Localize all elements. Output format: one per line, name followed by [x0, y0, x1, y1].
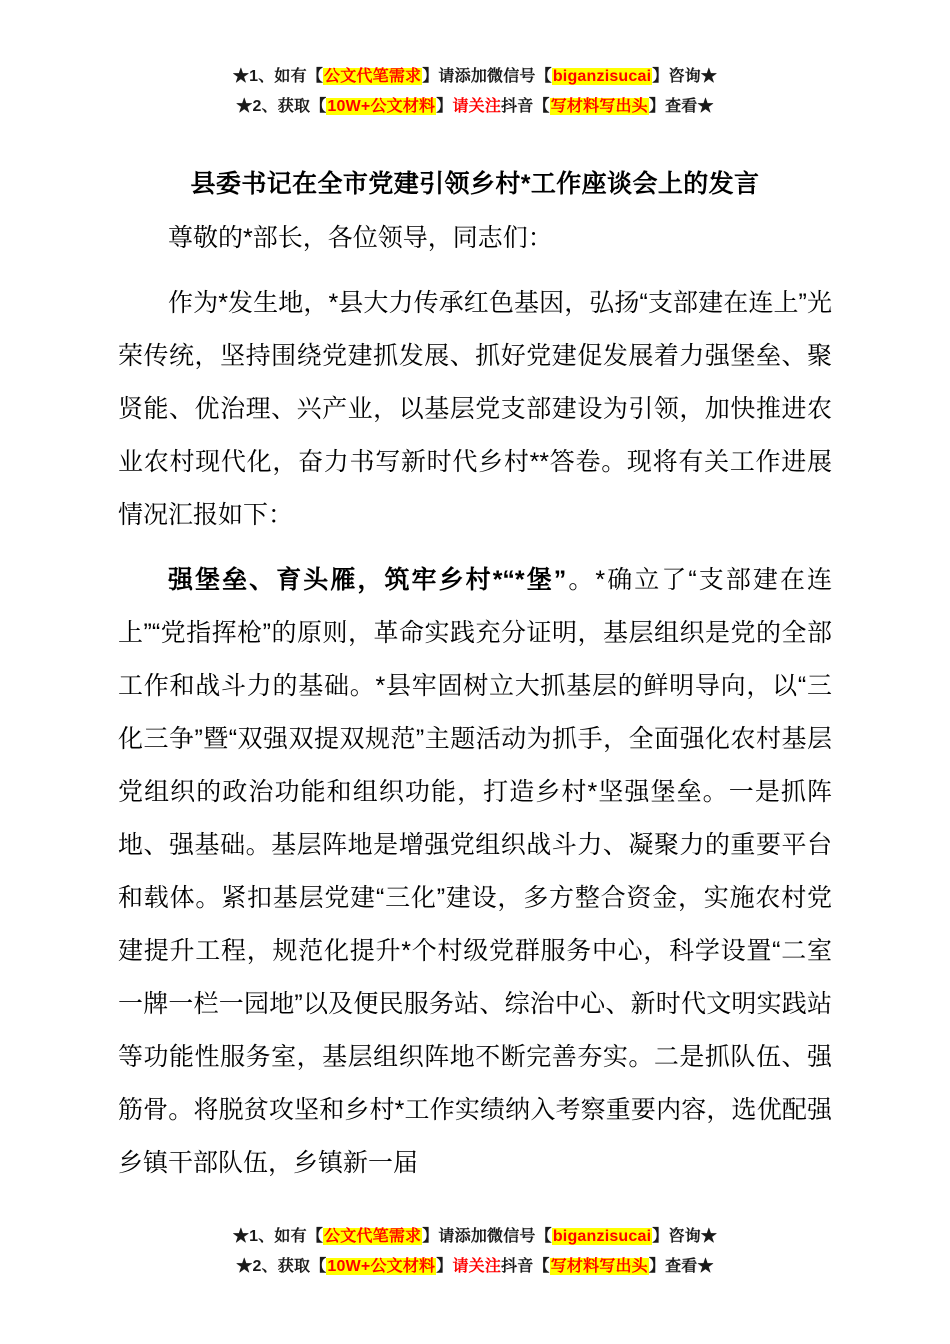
promo-highlight-wechat-id: biganzisucai — [552, 68, 652, 85]
bracket-open-2: 【 — [535, 68, 552, 85]
bracket-open-7: 【 — [310, 1258, 327, 1275]
section-1-body: 。*确立了“支部建在连上”“党指挥枪”的原则，革命实践充分证明，基层组织是党的全部工作和战斗力的基础。*县牢固树立大抓基层的鲜明导向，以“三化三争”暨“双强双提双规范”主题活动为抓手，全面强化农村基层党组织的政治功能和组织功能，打造乡村*坚强堡垒。一是抓阵地、强基础。基层阵地是增强党组织战斗力、凝聚力的重要平台和载体。紧扣基层党建“三化”建设，多方整合资金，实施农村党建提升工程，规范化提升*个村级党群服务中心，科学设置“二室一牌一栏一园地”以及便民服务站、综治中心、新时代文明实践站等功能性服务室，基层组织阵地不断完善夯实。二是抓队伍、强筋骨。将脱贫攻坚和乡村*工作实绩纳入考察重要内容，选优配强乡镇干部队伍，乡镇新一届 — [118, 566, 832, 1177]
bracket-close-1: 】 — [422, 68, 439, 85]
star-icon-right-3: ★ — [700, 1228, 718, 1245]
promo-highlight-service: 公文代笔需求 — [324, 68, 422, 85]
promo-text-mid-1: 请添加微信号 — [438, 68, 536, 85]
star-icon-right-2: ★ — [697, 98, 714, 115]
promo-highlight-materials: 10W+公文材料 — [327, 98, 436, 115]
promo-text-prefix-4: 2、获取 — [252, 1258, 311, 1275]
promo-text-prefix-2: 2、获取 — [252, 98, 311, 115]
star-icon-right-4: ★ — [697, 1258, 714, 1275]
bracket-open-8: 【 — [533, 1258, 550, 1275]
promo-text-suffix-1: 咨询 — [668, 68, 701, 85]
promo-text-mid-4: 抖音 — [501, 1258, 534, 1275]
bracket-close-5: 】 — [422, 1228, 439, 1245]
promo-text-follow-2: 请关注 — [452, 1258, 502, 1275]
bracket-open-3: 【 — [310, 98, 327, 115]
promo-text-mid-2: 抖音 — [501, 98, 534, 115]
promo-text-suffix-2: 查看 — [665, 98, 698, 115]
bracket-close-6: 】 — [652, 1228, 669, 1245]
promo-highlight-materials-2: 10W+公文材料 — [327, 1258, 436, 1275]
bracket-open-1: 【 — [306, 68, 324, 85]
promo-text-suffix-4: 查看 — [665, 1258, 698, 1275]
bracket-open-6: 【 — [535, 1228, 552, 1245]
bracket-open-4: 【 — [533, 98, 550, 115]
promo-highlight-service-2: 公文代笔需求 — [324, 1228, 422, 1245]
promo-text-prefix-1: 1、如有 — [249, 68, 307, 85]
star-icon-right: ★ — [700, 68, 718, 85]
promo-banner-bottom — [0, 1222, 950, 1282]
page-title: 县委书记在全市党建引领乡村*工作座谈会上的发言 — [190, 170, 760, 198]
promo-highlight-douyin-name-2: 写材料写出头 — [550, 1258, 648, 1275]
section-1-paragraph — [118, 554, 832, 1190]
promo-highlight-douyin-name: 写材料写出头 — [550, 98, 648, 115]
promo-text-prefix-3: 1、如有 — [249, 1228, 307, 1245]
star-icon-left-4: ★ — [236, 1258, 253, 1275]
bracket-close-7: 】 — [436, 1258, 453, 1275]
bracket-close-4: 】 — [648, 98, 666, 115]
star-icon-left-2: ★ — [236, 98, 253, 115]
promo-text-suffix-3: 咨询 — [668, 1228, 701, 1245]
promo-banner-top — [0, 0, 950, 122]
promo-banner-top-line-2 — [0, 92, 950, 122]
bracket-close-3: 】 — [436, 98, 453, 115]
star-icon-left-3: ★ — [232, 1228, 250, 1245]
bracket-open-5: 【 — [306, 1228, 324, 1245]
intro-paragraph: 作为*发生地，*县大力传承红色基因，弘扬“支部建在连上”光荣传统，坚持围绕党建抓发展、抓好党建促发展着力强堡垒、聚贤能、优治理、兴产业，以基层党支部建设为引领，加快推进农业农村现代化，奋力书写新时代乡村**答卷。现将有关工作进展情况汇报如下： — [118, 289, 832, 529]
bracket-close-8: 】 — [648, 1258, 666, 1275]
section-1-heading: 强堡垒、育头雁，筑牢乡村*“*堡” — [168, 566, 567, 594]
bracket-close-2: 】 — [652, 68, 669, 85]
document-body — [0, 164, 950, 1190]
salutation-paragraph: 尊敬的*部长，各位领导，同志们： — [168, 224, 553, 252]
promo-highlight-wechat-id-2: biganzisucai — [552, 1228, 652, 1245]
promo-banner-bottom-line-2 — [0, 1252, 950, 1282]
promo-text-follow: 请关注 — [452, 98, 502, 115]
promo-banner-top-line-1 — [0, 62, 950, 92]
promo-text-mid-3: 请添加微信号 — [438, 1228, 536, 1245]
promo-banner-bottom-line-1 — [0, 1222, 950, 1252]
star-icon-left: ★ — [232, 68, 250, 85]
